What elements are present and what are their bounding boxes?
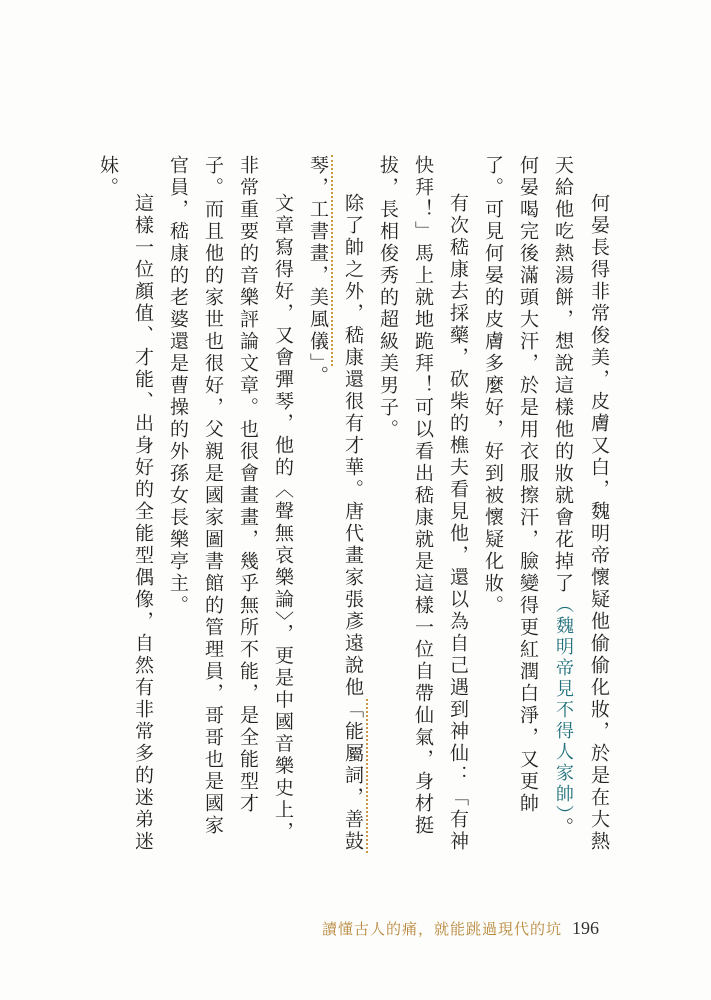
paragraph-jikang-skills — [160, 155, 300, 855]
paragraph-idol — [90, 155, 160, 855]
paragraph-jikang-talent — [300, 155, 370, 855]
book-title: 讀懂古人的痛，就能跳過現代的坑 — [321, 920, 562, 938]
page-number: 196 — [572, 918, 599, 938]
paragraph-heyan-makeup — [475, 155, 616, 855]
paragraph-text: 何晏長得非常俊美，皮膚又白，魏明帝懷疑他偷偷化妝，於是在大熱天給他吃熱湯餅，想說這樣他的妝就會花掉了 — [552, 155, 610, 853]
vertical-body-text — [90, 155, 616, 855]
emphasized-quote: 「能屬詞，善鼓琴，工書畫，美風儀」 — [307, 155, 368, 853]
paragraph-text: 有次嵇康去採藥，砍柴的樵夫看見他，還以為自己遇到神仙：「有神快拜！」馬上就地跪拜！可以看出嵇康就是這樣一位自帶仙氣，身材挺拔，長相俊秀的超級美男子。 — [377, 155, 469, 853]
paragraph-text: 除了帥之外，嵇康還很有才華。唐代畫家張彥遠說他 — [342, 193, 364, 699]
paragraph-text: 這樣一位顏值、才能、出身好的全能型偶像，自然有非常多的迷弟迷妹。 — [97, 155, 154, 853]
paragraph-text: 。 — [307, 365, 329, 388]
aside-remark: （魏明帝見不得人家帥） — [553, 595, 574, 817]
paragraph-text: 文章寫得好，又會彈琴，他的〈聲無哀樂論〉，更是中國音樂史上，非常重要的音樂評論文章。也很會畫畫，幾乎無所不能，是全能型才子。而且他的家世也很好，父親是國家圖書館的管理員，哥哥也是國家官員，嵇康的老婆還是曹操的外孫女長樂亭主。 — [167, 155, 294, 844]
page-footer — [322, 918, 599, 939]
paragraph-jikang-woodcutter — [370, 155, 475, 855]
paragraph-text: 。何晏喝完後滿頭大汗，於是用衣服擦汗，臉變得更紅潤白淨，又更帥了。可見何晏的皮膚多麼好，好到被懷疑化妝。 — [482, 155, 574, 839]
